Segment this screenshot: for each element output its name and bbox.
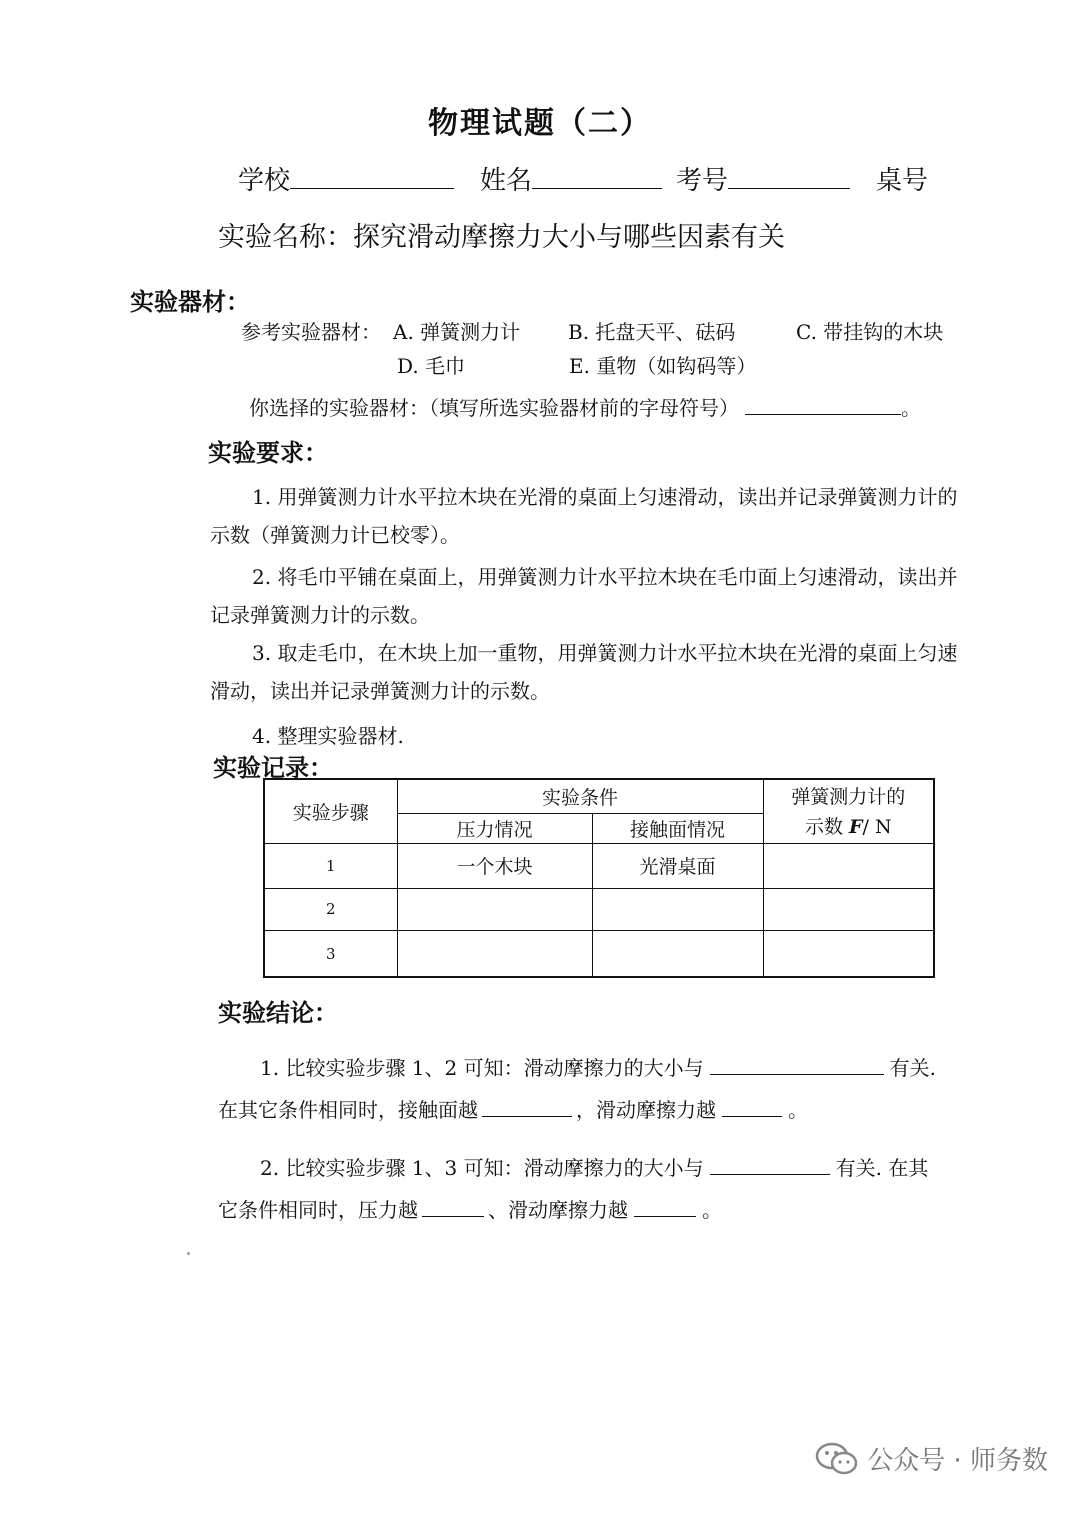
conclusion-1-factor-blank[interactable] [710, 1052, 884, 1075]
row-step: 1 [264, 844, 397, 888]
conclusion-heading: 实验结论： [218, 998, 338, 1027]
conclusion-2-pressure-text: 它条件相同时，压力越 [218, 1198, 418, 1222]
conclusion-2-end: 。 [702, 1198, 722, 1222]
conclusion-1-surface-blank[interactable] [482, 1094, 572, 1117]
header-surface: 接触面情况 [592, 813, 763, 843]
desk-no-label: 桌号 [876, 166, 929, 196]
requirement-step-1: 1. 用弹簧测力计水平拉木块在光滑的桌面上匀速滑动，读出并记录弹簧测力计的示数（弹簧测力计已校零）。 [210, 485, 958, 547]
header-step: 实验步骤 [264, 779, 397, 844]
row-step: 3 [264, 931, 397, 978]
conclusion-1-line-1 [260, 1052, 936, 1081]
equipment-item-d: D. 毛巾 [397, 354, 466, 378]
conclusion-1-suffix: 有关. [889, 1056, 936, 1080]
conclusion-1-end: 。 [788, 1098, 808, 1122]
header-reading-line1: 弹簧测力计的 [791, 785, 906, 808]
conclusion-1-surface-text: 在其它条件相同时，接触面越 [218, 1098, 478, 1122]
watermark-text: 公众号 · 师务数 [867, 1446, 1048, 1476]
equipment-item-e: E. 重物（如钩码等） [569, 354, 757, 378]
table-row [264, 888, 934, 930]
row-surface: 光滑桌面 [592, 844, 763, 888]
conclusion-2-suffix: 有关. 在其 [835, 1156, 929, 1180]
equipment-item-c: C. 带挂钩的木块 [796, 320, 944, 344]
record-heading: 实验记录： [213, 753, 333, 782]
row-pressure-cell[interactable] [397, 931, 592, 978]
table-row [264, 844, 934, 888]
equipment-choice-prompt: 你选择的实验器材：（填写所选实验器材前的字母符号） [249, 396, 739, 420]
conclusion-1-friction-text: ，滑动摩擦力越 [576, 1098, 716, 1122]
requirement-step-4: 4. 整理实验器材. [252, 724, 404, 748]
equipment-reference-label: 参考实验器材： [241, 320, 381, 344]
row-surface-cell[interactable] [592, 931, 763, 978]
header-reading-symbol: F [849, 815, 863, 838]
row-pressure-cell[interactable] [397, 888, 592, 930]
wechat-icon [815, 1441, 859, 1477]
name-label: 姓名 [480, 166, 533, 196]
school-field [238, 160, 454, 197]
requirements-heading: 实验要求： [208, 438, 328, 467]
header-reading-unit: / N [862, 815, 892, 838]
equipment-heading: 实验器材： [130, 287, 250, 316]
header-reading-line2 [764, 812, 934, 842]
desk-no-field [876, 160, 928, 197]
equipment-choice [249, 392, 921, 421]
conclusion-2-line-2 [218, 1194, 722, 1223]
row-step: 2 [264, 888, 397, 930]
header-reading [763, 779, 934, 844]
conclusion-2-friction-text: 、滑动摩擦力越 [488, 1198, 628, 1222]
school-label: 学校 [238, 166, 291, 196]
conclusion-2-pressure-blank[interactable] [422, 1194, 484, 1217]
exam-no-label: 考号 [676, 166, 729, 196]
row-reading-cell[interactable] [763, 844, 934, 888]
row-reading-cell[interactable] [763, 888, 934, 930]
row-reading-cell[interactable] [763, 931, 934, 978]
scan-speck [187, 1252, 190, 1255]
equipment-choice-blank[interactable] [745, 392, 901, 415]
conclusion-2-prompt: 2. 比较实验步骤 1、3 可知：滑动摩擦力的大小与 [260, 1156, 704, 1180]
row-surface-cell[interactable] [592, 888, 763, 930]
exam-no-blank[interactable] [728, 166, 850, 189]
equipment-item-a: A. 弹簧测力计 [393, 320, 521, 344]
row-pressure: 一个木块 [397, 844, 592, 888]
conclusion-1-line-2 [218, 1094, 808, 1123]
exam-no-field [676, 160, 850, 197]
header-reading-prefix: 示数 [804, 815, 843, 838]
conclusion-1-prompt: 1. 比较实验步骤 1、2 可知：滑动摩擦力的大小与 [260, 1056, 704, 1080]
conclusion-2-factor-blank[interactable] [710, 1152, 830, 1175]
name-field [480, 160, 662, 197]
page-title: 物理试题（二） [428, 106, 652, 141]
header-conditions: 实验条件 [397, 779, 763, 813]
school-blank[interactable] [290, 166, 454, 189]
record-table [263, 778, 935, 978]
header-pressure: 压力情况 [397, 813, 592, 843]
conclusion-1-friction-blank[interactable] [722, 1094, 782, 1117]
equipment-item-b: B. 托盘天平、砝码 [568, 320, 736, 344]
name-blank[interactable] [532, 166, 662, 189]
equipment-choice-end: 。 [901, 396, 921, 420]
table-row [264, 931, 934, 978]
watermark [815, 1440, 1048, 1477]
conclusion-2-friction-blank[interactable] [634, 1194, 696, 1217]
conclusion-2-line-1 [260, 1152, 928, 1181]
requirement-step-2: 2. 将毛巾平铺在桌面上，用弹簧测力计水平拉木块在毛巾面上匀速滑动，读出并记录弹簧测力计的示数。 [210, 565, 958, 627]
requirement-step-3: 3. 取走毛巾，在木块上加一重物，用弹簧测力计水平拉木块在光滑的桌面上匀速滑动，读出并记录弹簧测力计的示数。 [210, 641, 958, 703]
experiment-name: 实验名称：探究滑动摩擦力大小与哪些因素有关 [218, 222, 785, 253]
